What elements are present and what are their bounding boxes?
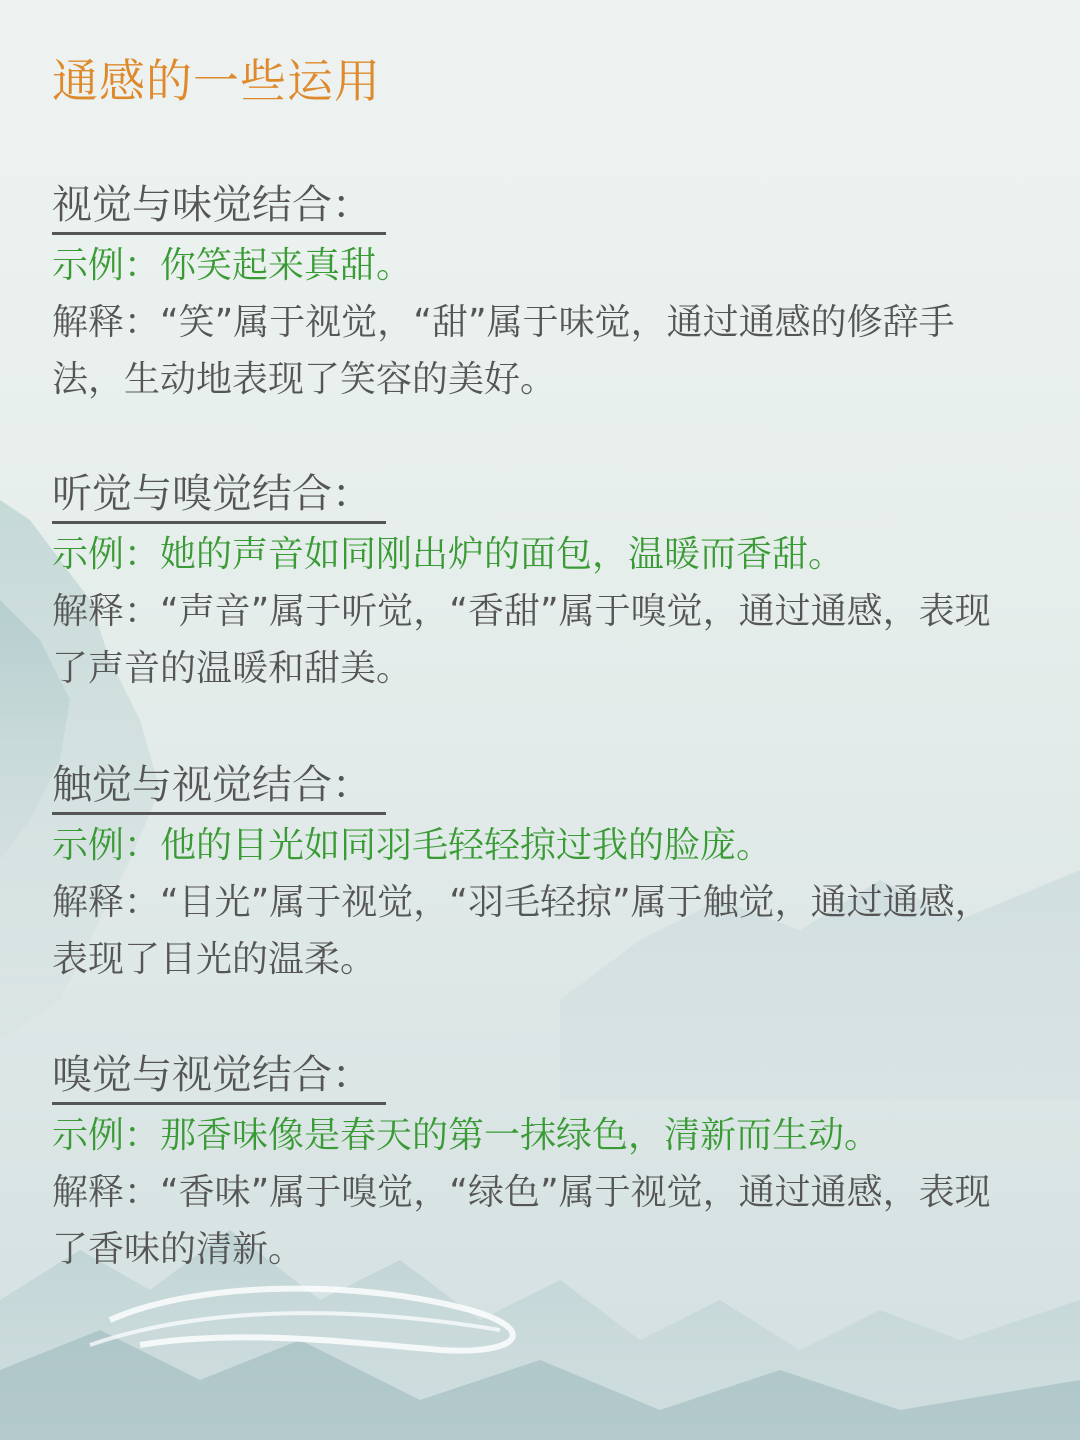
section-example: 示例：你笑起来真甜。 — [52, 245, 413, 286]
section-explanation: 解释：“目光”属于视觉，“羽毛轻掠”属于触觉，通过通感，表现了目光的温柔。 — [52, 882, 991, 980]
section-explanation: 解释：“笑”属于视觉，“甜”属于味觉，通过通感的修辞手法，生动地表现了笑容的美好。 — [52, 302, 955, 400]
section-visual-gustatory — [52, 178, 1032, 408]
section-example: 示例：他的目光如同羽毛轻轻掠过我的脸庞。 — [52, 825, 773, 866]
page-title: 通感的一些运用 — [52, 54, 381, 108]
section-heading: 听觉与嗅觉结合： — [52, 467, 386, 524]
section-heading: 触觉与视觉结合： — [52, 758, 386, 815]
section-olfactory-visual — [52, 1048, 1032, 1278]
section-explanation: 解释：“香味”属于嗅觉，“绿色”属于视觉，通过通感，表现了香味的清新。 — [52, 1172, 991, 1270]
section-example: 示例：那香味像是春天的第一抹绿色，清新而生动。 — [52, 1115, 881, 1156]
section-heading: 视觉与味觉结合： — [52, 178, 386, 235]
section-example: 示例：她的声音如同刚出炉的面包，温暖而香甜。 — [52, 534, 845, 575]
section-auditory-olfactory — [52, 467, 1032, 697]
section-tactile-visual — [52, 758, 1032, 988]
section-explanation: 解释：“声音”属于听觉，“香甜”属于嗅觉，通过通感，表现了声音的温暖和甜美。 — [52, 591, 991, 689]
section-heading: 嗅觉与视觉结合： — [52, 1048, 386, 1105]
